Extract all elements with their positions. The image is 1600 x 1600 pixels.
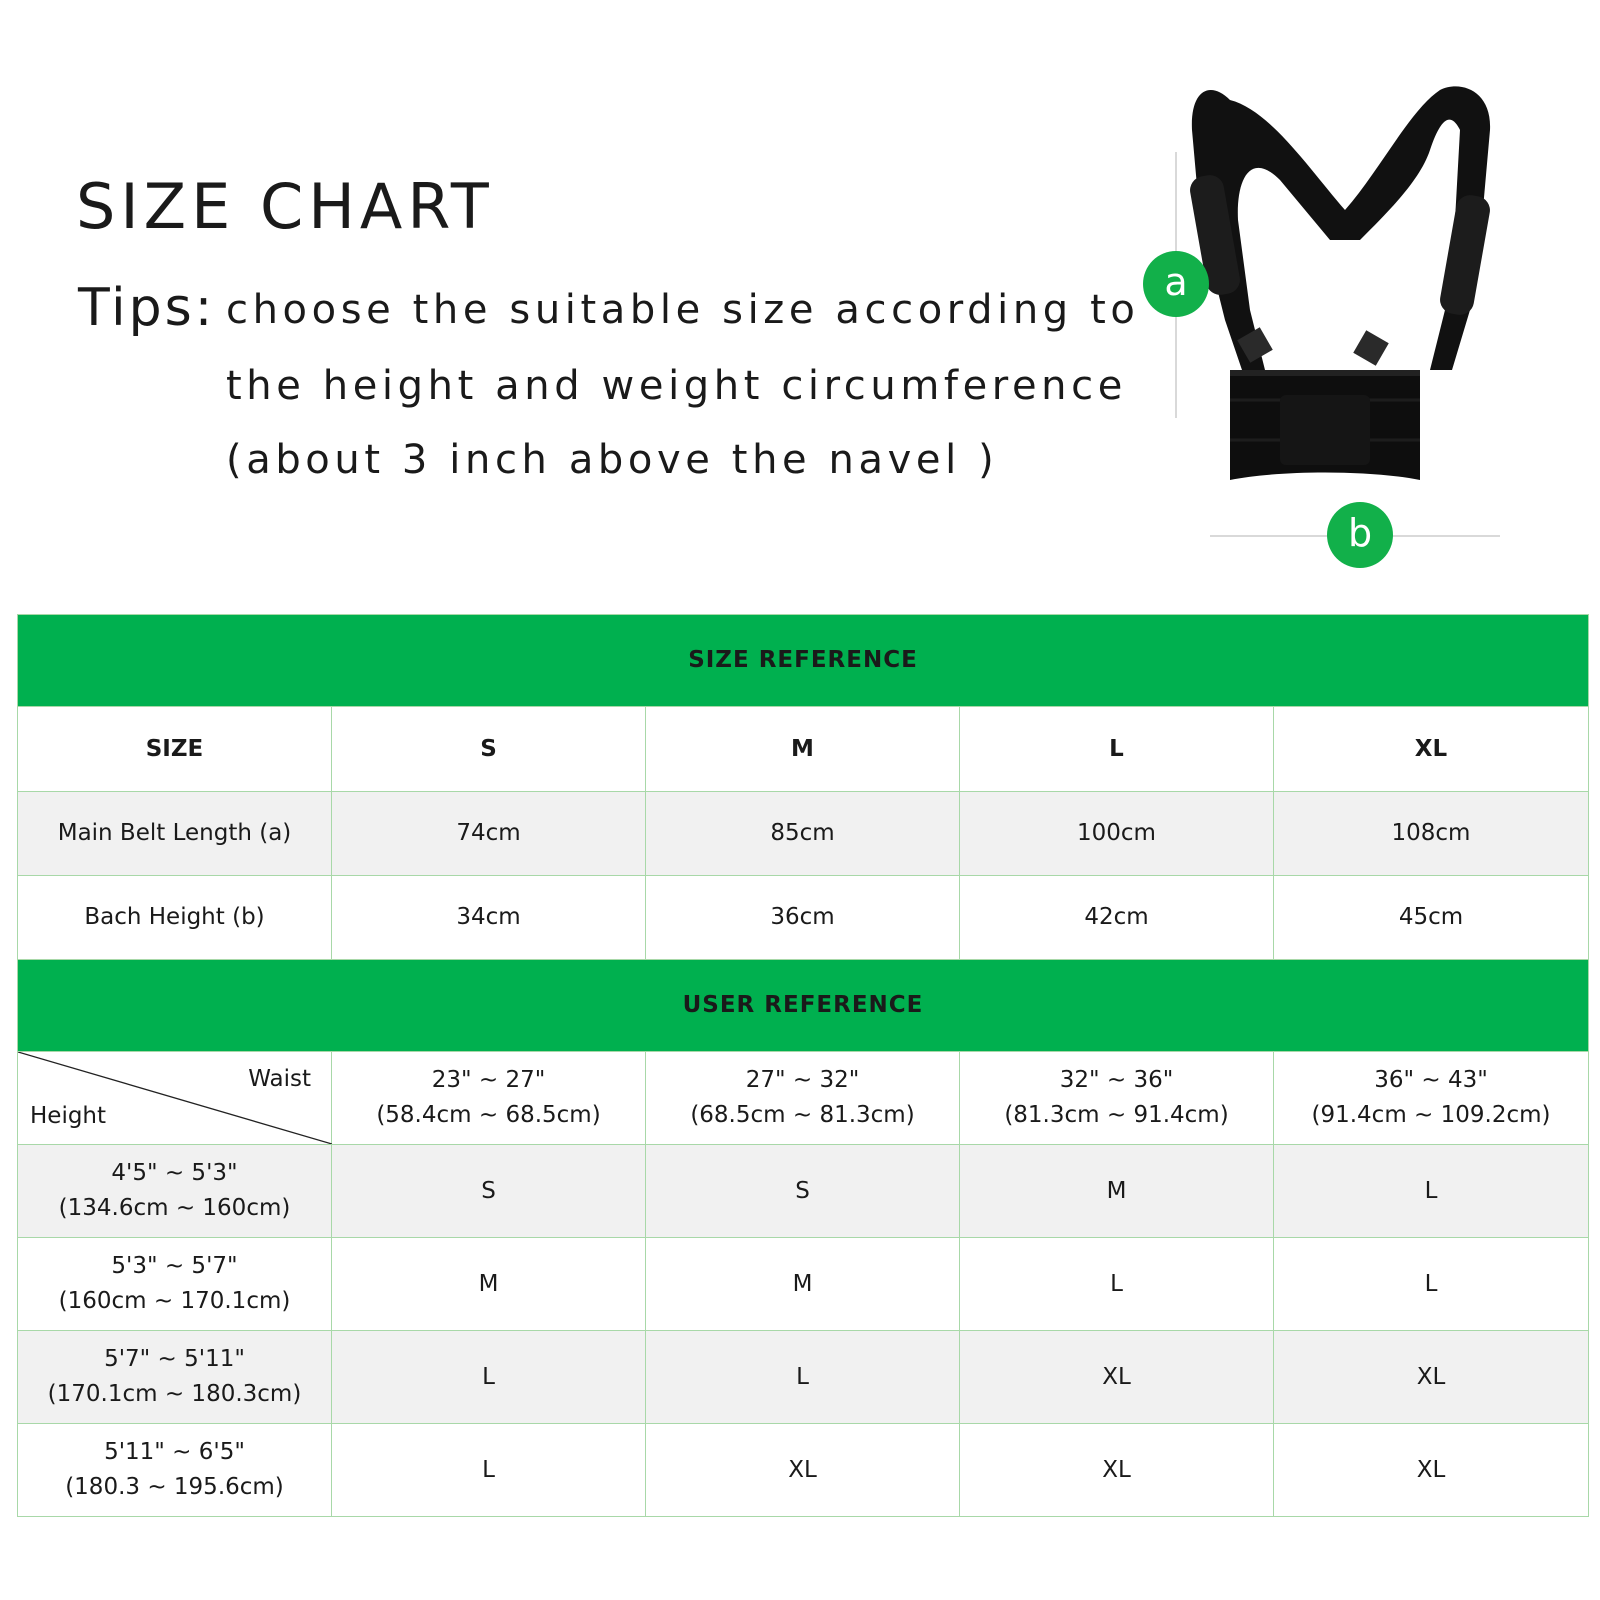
row-label: Bach Height (b) [18,876,332,960]
tips-line-2: the height and weight circumference [226,363,1127,409]
table-row [18,1238,1589,1331]
size-reference-title: SIZE REFERENCE [18,615,1589,707]
table-cell: 34cm [332,876,646,960]
waist-cm: (58.4cm ~ 68.5cm) [376,1102,601,1128]
height-inch: 5'11" ~ 6'5" [104,1439,245,1465]
table-cell: 100cm [960,792,1274,876]
height-cell [18,1331,332,1424]
waist-inch: 27" ~ 32" [745,1067,860,1093]
height-inch: 5'7" ~ 5'11" [104,1346,245,1372]
table-cell: 108cm [1274,792,1589,876]
page-title: SIZE CHART [76,170,494,243]
table-header-cell: S [332,707,646,792]
waist-header-cell [1274,1052,1589,1145]
table-cell: M [332,1238,646,1331]
table-cell: 42cm [960,876,1274,960]
table-header-cell: M [646,707,960,792]
table-header-cell: SIZE [18,707,332,792]
label-b-badge: b [1327,502,1393,568]
table-cell: L [332,1331,646,1424]
table-cell: XL [1274,1424,1589,1517]
table-cell: S [332,1145,646,1238]
waist-inch: 23" ~ 27" [431,1067,546,1093]
user-reference-title: USER REFERENCE [18,960,1589,1052]
tips-line-3: (about 3 inch above the navel ) [226,437,999,483]
row-label: Main Belt Length (a) [18,792,332,876]
table-row [18,876,1589,960]
table-cell: 85cm [646,792,960,876]
table-row [18,1424,1589,1517]
waist-inch: 36" ~ 43" [1374,1067,1488,1093]
tips-line-1: choose the suitable size according to [226,287,1140,333]
table-cell: XL [960,1331,1274,1424]
table-cell: L [646,1331,960,1424]
height-cm: (170.1cm ~ 180.3cm) [47,1381,302,1407]
label-a-badge: a [1143,251,1209,317]
size-reference-band [18,615,1589,707]
corner-height-label: Height [30,1103,107,1129]
waist-header-cell [646,1052,960,1145]
table-cell: L [332,1424,646,1517]
table-cell: XL [960,1424,1274,1517]
table-cell: XL [1274,1331,1589,1424]
waist-header-cell [332,1052,646,1145]
waist-cm: (68.5cm ~ 81.3cm) [690,1102,915,1128]
height-cell [18,1145,332,1238]
height-inch: 4'5" ~ 5'3" [111,1160,238,1186]
waist-cm: (91.4cm ~ 109.2cm) [1311,1102,1551,1128]
diagonal-corner-cell [18,1052,332,1145]
table-cell: XL [646,1424,960,1517]
size-chart-table [17,614,1589,1517]
height-cm: (180.3 ~ 195.6cm) [65,1474,284,1500]
user-reference-band [18,960,1589,1052]
waist-header-row [18,1052,1589,1145]
height-cell [18,1238,332,1331]
height-cm: (134.6cm ~ 160cm) [58,1195,291,1221]
table-cell: 74cm [332,792,646,876]
table-row [18,1145,1589,1238]
corner-waist-label: Waist [248,1066,311,1092]
table-cell: 36cm [646,876,960,960]
table-row [18,792,1589,876]
waist-inch: 32" ~ 36" [1059,1067,1174,1093]
height-cell [18,1424,332,1517]
table-cell: M [960,1145,1274,1238]
tips-label: Tips: [78,278,216,338]
height-cm: (160cm ~ 170.1cm) [58,1288,291,1314]
table-cell: M [646,1238,960,1331]
height-inch: 5'3" ~ 5'7" [111,1253,238,1279]
table-cell: L [1274,1145,1589,1238]
table-cell: L [1274,1238,1589,1331]
size-header-row [18,707,1589,792]
table-row [18,1331,1589,1424]
table-header-cell: L [960,707,1274,792]
waist-cm: (81.3cm ~ 91.4cm) [1004,1102,1229,1128]
table-cell: 45cm [1274,876,1589,960]
table-header-cell: XL [1274,707,1589,792]
waist-header-cell [960,1052,1274,1145]
table-cell: L [960,1238,1274,1331]
table-cell: S [646,1145,960,1238]
